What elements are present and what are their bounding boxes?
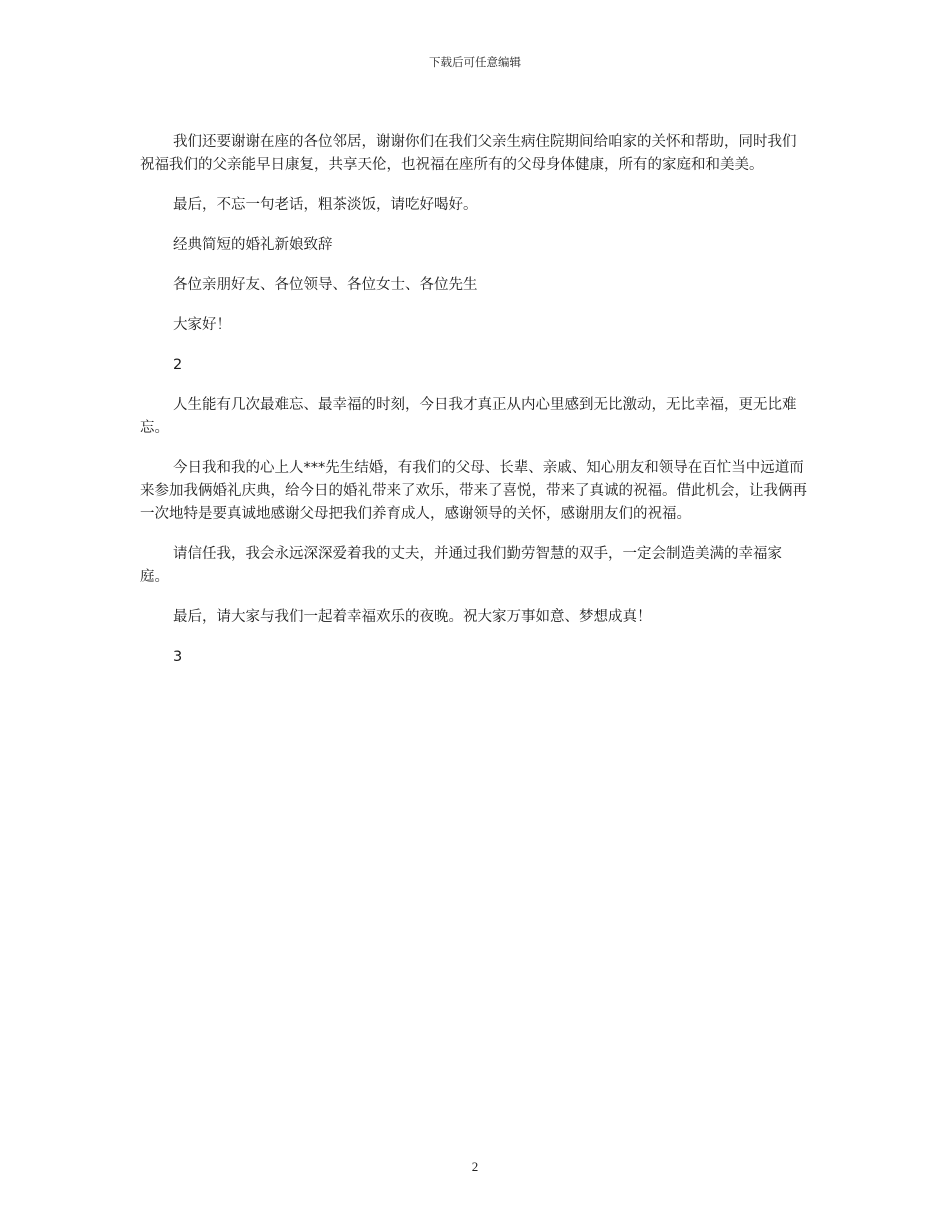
paragraph-salutation: 各位亲朋好友、各位领导、各位女士、各位先生 [173, 277, 478, 293]
document-body [140, 131, 810, 686]
section-title: 经典简短的婚礼新娘致辞 [173, 237, 333, 253]
paragraph-memorable-moment: 人生能有几次最难忘、最幸福的时刻，今日我才真正从内心里感到无比激动，无比幸福，更无比难忘。 [140, 397, 797, 436]
inline-number: 3 [173, 649, 183, 665]
paragraph-final-wishes: 最后，请大家与我们一起着幸福欢乐的夜晚。祝大家万事如意、梦想成真！ [173, 609, 652, 625]
paragraph-closing-remark: 最后，不忘一句老话，粗茶淡饭，请吃好喝好。 [173, 197, 478, 213]
paragraph-wedding-thanks: 今日我和我的心上人***先生结婚，有我们的父母、长辈、亲戚、知心朋友和领导在百忙当中远道而来参加我俩婚礼庆典，给今日的婚礼带来了欢乐，带来了喜悦，带来了真诚的祝福。借此机会，让我俩再一次地特是要真诚地感谢父母把我们养育成人，感谢领导的关怀，感谢朋友们的祝福。 [140, 460, 807, 522]
paragraph-thanks-neighbors: 我们还要谢谢在座的各位邻居，谢谢你们在我们父亲生病住院期间给咱家的关怀和帮助，同时我们祝福我们的父亲能早日康复，共享天伦，也祝福在座所有的父母身体健康，所有的家庭和和美美。 [140, 134, 797, 173]
page-header: 下载后可任意编辑 [429, 55, 521, 69]
paragraph-promise: 请信任我，我会永远深深爱着我的丈夫，并通过我们勤劳智慧的双手，一定会制造美满的幸福家庭。 [140, 546, 782, 585]
paragraph-greeting: 大家好！ [173, 317, 231, 333]
inline-number: 2 [173, 357, 183, 373]
page-number: 2 [471, 1159, 479, 1174]
